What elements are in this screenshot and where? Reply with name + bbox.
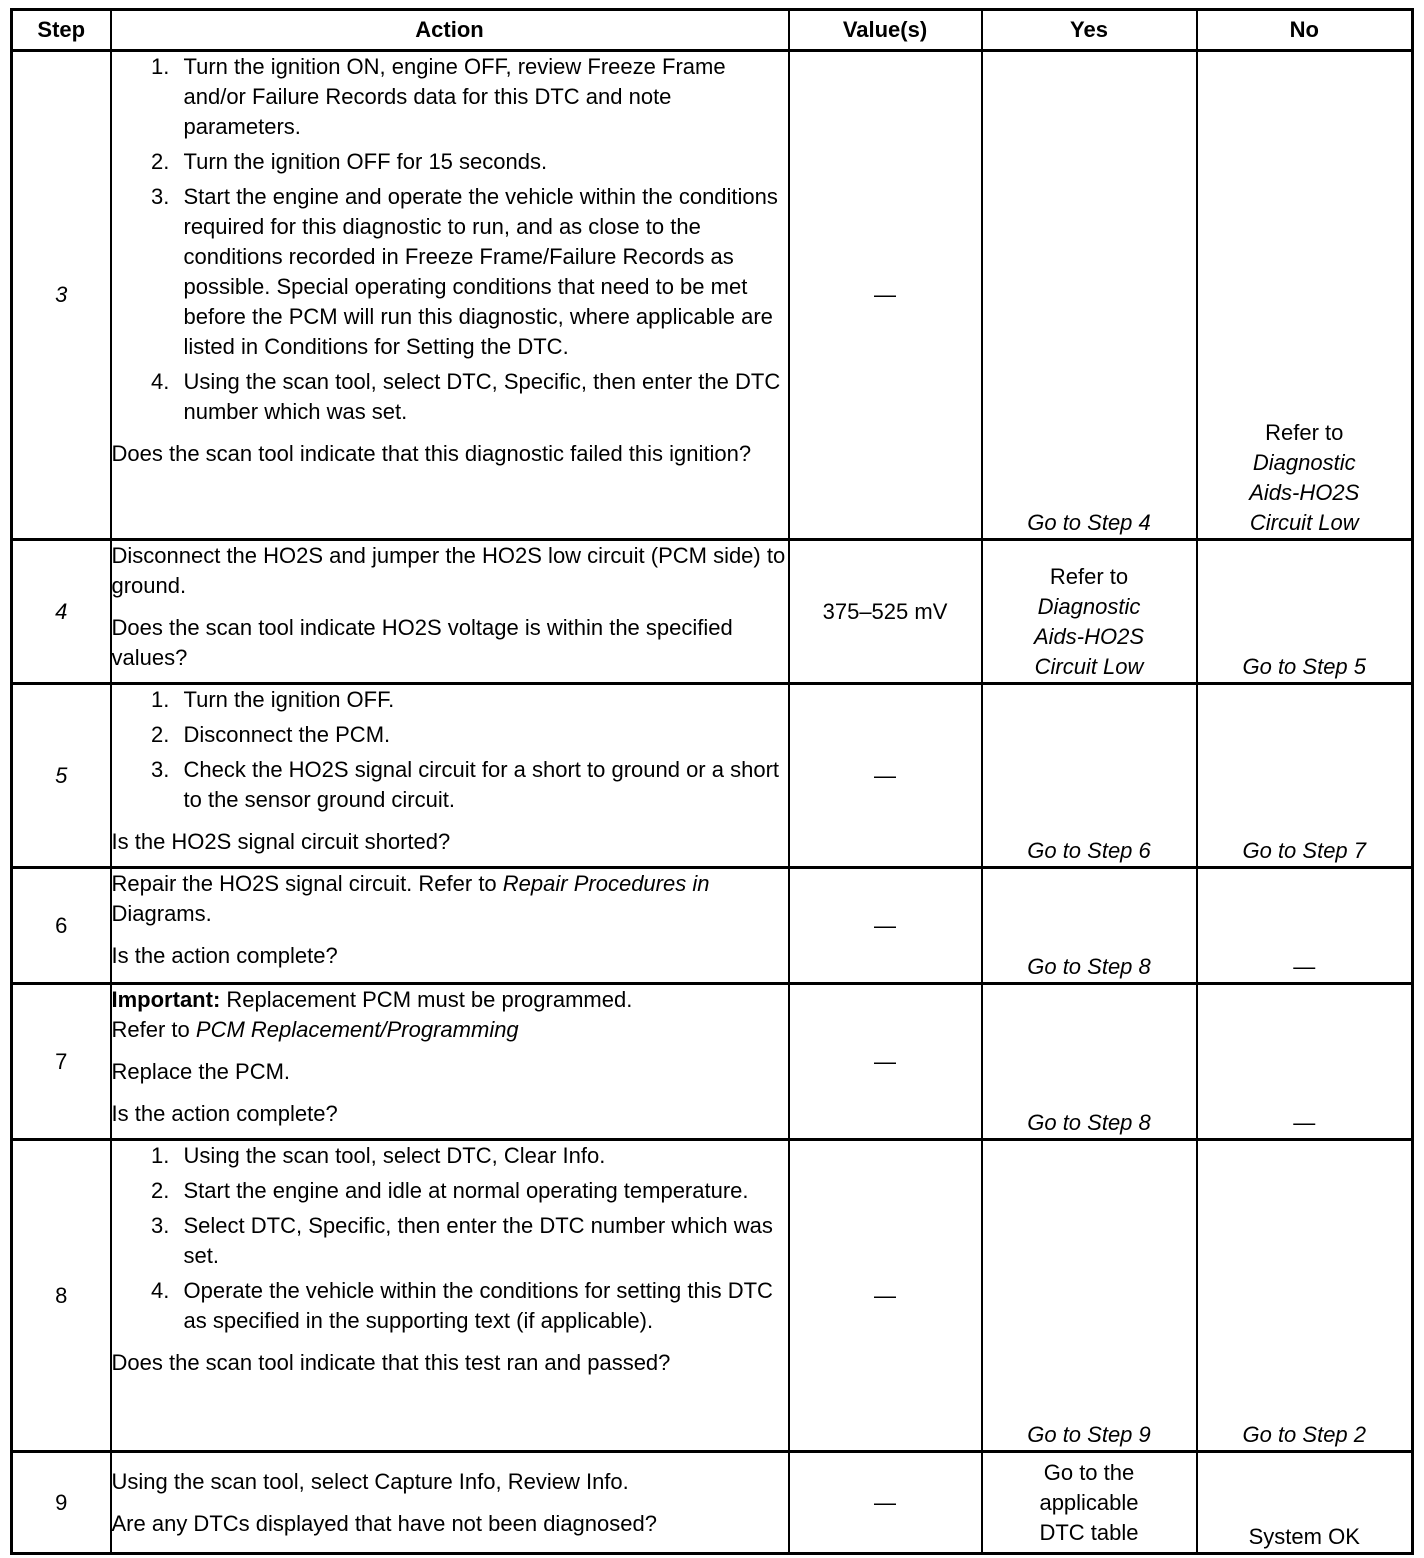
action-text-a: Repair the HO2S signal circuit. Refer to [111,871,497,896]
action-text [112,869,788,929]
yes-link: Go to Step 4 [1027,510,1151,535]
value-cell: — [789,1140,982,1452]
value-cell: 375–525 mV [789,540,982,684]
important-note [112,985,788,1045]
value-cell: — [789,868,982,984]
header-row [12,10,1413,51]
value-cell: — [789,684,982,868]
action-text-b: Diagrams. [111,901,212,926]
no-link: Go to Step 2 [1242,1422,1367,1447]
action-cell [111,684,789,868]
value-cell: — [789,51,982,540]
header-step: Step [12,10,111,51]
action-list [112,52,788,427]
action-cell [111,1452,789,1554]
header-no: No [1197,10,1413,51]
list-item: 4. Using the scan tool, select DTC, Specific, then enter the DTC number which was set. [176,367,788,427]
yes-link: Go to Step 9 [1027,1422,1151,1447]
action-text: Using the scan tool, select Capture Info, Review Info. [111,1468,629,1494]
yes-cell [982,868,1197,984]
reference-text: Diagnostic Aids-HO2S Circuit Low [1033,594,1145,679]
diagnostic-table [10,8,1414,1555]
important-label: Important: [111,987,221,1012]
action-cell [111,51,789,540]
yes-cell [982,540,1197,684]
action-cell [111,1140,789,1452]
question-text: Does the scan tool indicate that this test ran and passed? [111,1350,671,1375]
step-number: 4 [12,540,111,684]
yes-cell [982,684,1197,868]
yes-cell [982,51,1197,540]
list-item: 2. Turn the ignition OFF for 15 seconds. [176,147,788,177]
question-text: Is the action complete? [111,1101,338,1126]
table-row-step-7 [12,984,1413,1140]
step-number: 7 [12,984,111,1140]
yes-link: Go to Step 6 [1027,838,1151,863]
value-cell: — [789,984,982,1140]
list-item: 1. Turn the ignition OFF. [176,685,788,715]
header-values: Value(s) [789,10,982,51]
table-row-step-3 [12,51,1413,540]
value-cell: — [789,1452,982,1554]
step-number: 6 [12,868,111,984]
no-cell [1197,1140,1413,1452]
list-item: 4. Operate the vehicle within the conditions for setting this DTC as specified in the supporting text (if applicable). [176,1276,788,1336]
step-number: 8 [12,1140,111,1452]
no-cell [1197,540,1413,684]
table-row-step-8 [12,1140,1413,1452]
reference-text: PCM Replacement/Programming [195,1017,519,1042]
table-row-step-5 [12,684,1413,868]
reference-text: Diagnostic Aids-HO2S Circuit Low [1249,450,1360,535]
table-row-step-6 [12,868,1413,984]
list-item: 1. Turn the ignition ON, engine OFF, review Freeze Frame and/or Failure Records data for this DTC and note parameters. [176,52,788,142]
list-item: 2. Start the engine and idle at normal operating temperature. [176,1176,788,1206]
yes-text: Go to the applicable DTC table [1039,1459,1139,1545]
list-item: 2. Disconnect the PCM. [176,720,788,750]
no-cell: — [1197,984,1413,1140]
step-number: 9 [12,1452,111,1554]
header-yes: Yes [982,10,1197,51]
question-text: Are any DTCs displayed that have not been diagnosed? [111,1510,657,1536]
list-item: 1. Using the scan tool, select DTC, Clear Info. [176,1141,788,1171]
yes-cell [982,1140,1197,1452]
no-cell [1197,684,1413,868]
step-number: 5 [12,684,111,868]
no-link: Go to Step 5 [1242,654,1367,679]
list-item: 3. Check the HO2S signal circuit for a short to ground or a short to the sensor ground circuit. [176,755,788,815]
no-cell: — [1197,868,1413,984]
action-cell [111,984,789,1140]
yes-cell [982,984,1197,1140]
step-number: 3 [12,51,111,540]
list-item: 3. Start the engine and operate the vehicle within the conditions required for this diagnostic to run, and as close to the conditions recorded in Freeze Frame/Failure Records as possible. Special operating conditions that need to be met before the PCM will run this diagnostic, where applicable are listed in Conditions for Setting the DTC. [176,182,788,362]
action-text: Disconnect the HO2S and jumper the HO2S low circuit (PCM side) to ground. [111,543,786,598]
question-text: Does the scan tool indicate HO2S voltage is within the specified values? [111,615,733,670]
yes-link: Go to Step 8 [1027,1110,1151,1135]
action-cell [111,868,789,984]
important-text: Replacement PCM must be programmed. [226,987,633,1012]
table-row-step-9 [12,1452,1413,1554]
header-action: Action [111,10,789,51]
no-cell [1197,51,1413,540]
question-text: Is the HO2S signal circuit shorted? [111,829,451,854]
question-text: Is the action complete? [111,943,338,968]
reference-text: Repair Procedures in [502,871,710,896]
table-row-step-4 [12,540,1413,684]
action-text: Replace the PCM. [111,1059,291,1084]
yes-cell [982,1452,1197,1554]
action-list [112,685,788,815]
refer-to-text: Refer to [1265,420,1344,445]
refer-to-text: Refer to [1049,564,1129,589]
action-list [112,1141,788,1336]
question-text: Does the scan tool indicate that this diagnostic failed this ignition? [111,441,752,466]
no-link: Go to Step 7 [1242,838,1367,863]
list-item: 3. Select DTC, Specific, then enter the DTC number which was set. [176,1211,788,1271]
action-cell [111,540,789,684]
yes-link: Go to Step 8 [1027,954,1151,979]
refer-to-text: Refer to [111,1017,190,1042]
no-cell: System OK [1197,1452,1413,1554]
